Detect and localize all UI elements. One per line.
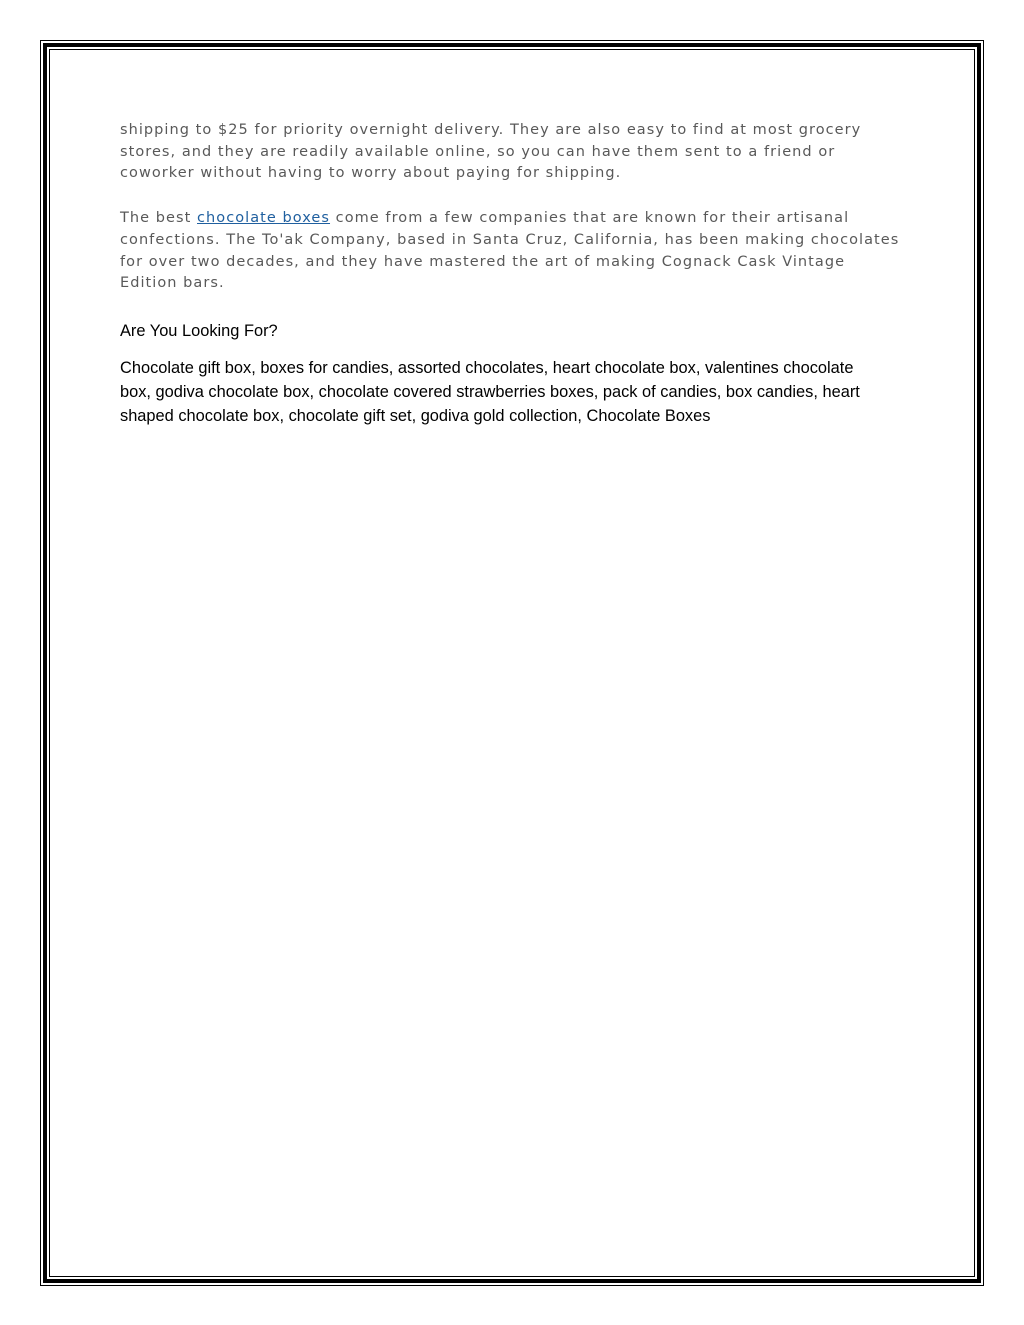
paragraph-line <box>120 208 920 230</box>
paragraph-line: stores, and they are readily available online, so you can have them sent to a friend or <box>120 143 836 160</box>
paragraph-line: confections. The To'ak Company, based in Santa Cruz, California, has been making chocolates <box>120 231 900 248</box>
keywords-line: box, godiva chocolate box, chocolate covered strawberries boxes, pack of candies, box candies, heart <box>120 382 860 401</box>
section-heading: Are You Looking For? <box>120 321 278 340</box>
paragraph-line: Edition bars. <box>120 275 225 292</box>
keywords-line: Chocolate gift box, boxes for candies, assorted chocolates, heart chocolate box, valentines chocolate <box>120 358 854 377</box>
text-before-link: The best <box>120 210 198 227</box>
paragraph-shipping <box>120 120 920 185</box>
paragraph-line: coworker without having to worry about paying for shipping. <box>120 165 622 182</box>
paragraph-best-boxes <box>120 208 920 295</box>
chocolate-boxes-link[interactable]: chocolate boxes <box>197 210 331 227</box>
paragraph-line: shipping to $25 for priority overnight delivery. They are also easy to find at most grocery <box>120 122 862 138</box>
paragraph-line: for over two decades, and they have mastered the art of making Cognack Cask Vintage <box>120 253 846 270</box>
keywords-line: shaped chocolate box, chocolate gift set, godiva gold collection, Chocolate Boxes <box>120 406 711 425</box>
keywords-paragraph <box>120 356 920 428</box>
text-after-link: come from a few companies that are known for their artisanal <box>330 210 850 227</box>
document-body <box>120 120 920 428</box>
